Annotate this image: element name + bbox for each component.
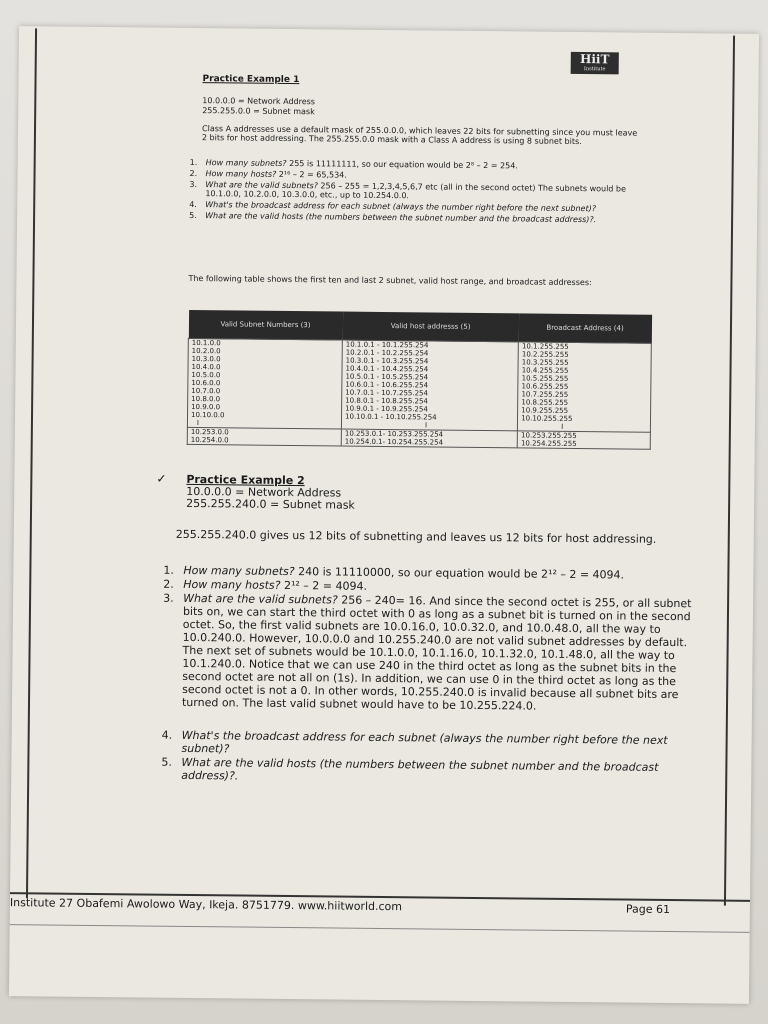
- example1-title: Practice Example 1: [202, 74, 300, 86]
- list-item: 1. How many subnets? 240 is 11110000, so our equation would be 2¹² – 2 = 4094.: [163, 563, 625, 582]
- table-intro: The following table shows the first ten and last 2 subnet, valid host range, and broadcast addresses:: [188, 273, 592, 288]
- check-mark-icon: ✓: [156, 471, 167, 486]
- page-number: Page 61: [625, 902, 671, 917]
- list-item: 4. What's the broadcast address for each subnet (always the number right before the next subnet)?: [189, 199, 597, 214]
- example2-title: Practice Example 2: [186, 472, 305, 488]
- list-item: 5. What are the valid hosts (the numbers between the subnet number and the broadcast address)?.: [189, 210, 597, 225]
- list-item: 3. What are the valid subnets? 256 – 255 = 1,2,3,4,5,6,7 etc (all in the second octet) The subnets would be 10.1.0.0, 10.2.0.0, 10.3.0.0, etc., up to 10.254.0.0.: [189, 179, 626, 201]
- footer-address: Institute 27 Obafemi Awolowo Way, Ikeja. 8751779. www.hiitworld.com: [9, 896, 403, 914]
- broadcast-cell: 10.253.255.255 10.254.255.255: [517, 431, 650, 449]
- example2-header: [186, 474, 355, 512]
- list-item: 4. What's the broadcast address for each subnet (always the number right before the next subnet)?: [161, 728, 668, 756]
- hosts-cell: 10.1.0.1 - 10.1.255.254 10.2.0.1 - 10.2.255.254 10.3.0.1 - 10.3.255.254 10.4.0.1 - 10.4.255.254 10.5.0.1 - 10.5.255.254 10.6.0.1 - 10.6.255.254 10.7.0.1 - 10.7.255.254 10.8.0.1 - 10.8.255.254 10.9.0.1 - 10.9.255.254 10.10.0.1 - 10.10.255.254 I: [341, 340, 518, 431]
- list-item: 2. How many hosts? 2¹⁶ – 2 = 65,534.: [189, 168, 347, 180]
- example1-questions: [189, 158, 650, 227]
- subnet-table: [187, 310, 652, 450]
- col-header-broadcast: Broadcast Address (4): [519, 313, 652, 343]
- subnets-cell: 10.253.0.0 10.254.0.0: [187, 427, 341, 446]
- example2-intro: 255.255.240.0 gives us 12 bits of subnetting and leaves us 12 bits for host addressing.: [175, 527, 657, 546]
- table-row: [187, 338, 651, 432]
- list-item: 3. What are the valid subnets? 256 – 240= 16. And since the second octet is 255, or all subnet bits on, we can start the third octet with 0 as long as a subnet bit is turned on in the second octet. So, the first valid subnets are 10.0.16.0, 10.0.32.0, and 10.0.48.0, all the way to 10.0.240.0. However, 10.0.0.0 and 10.255.240.0 are not valid subnet addresses by default. The next set of subnets would be 10.1.0.0, 10.1.16.0, 10.1.32.0, 10.1.48.0, all the way to 10.1.240.0. Notice that we can use 240 in the third octet as long as the subnet bits in the second octet are not all on (1s). In addition, we can use 0 in the third octet as long as the second octet is not a 0. In other words, 10.255.240.0 is invalid because all subnet bits are turned on. The last valid subnet would have to be 10.255.224.0.: [163, 591, 692, 713]
- example2-mask: 255.255.240.0 = Subnet mask: [186, 496, 355, 512]
- example1-intro: Class A addresses use a default mask of 255.0.0.0, which leaves 22 bits for subnetting since you must leave 2 bits for host addressing. The 255.255.0.0 mask with a Class A address is using 8 subnet bits.: [201, 124, 638, 147]
- hosts-cell: 10.253.0.1- 10.253.255.254 10.254.0.1- 10.254.255.254: [341, 429, 517, 448]
- logo-text: HiiT: [580, 52, 610, 67]
- list-item: 1. How many subnets? 255 is 11111111, so our equation would be 2⁸ – 2 = 254.: [189, 157, 518, 171]
- hiit-logo: [571, 52, 619, 75]
- page-bottom-divider: [10, 924, 750, 933]
- col-header-hosts: Valid host addresss (5): [342, 312, 518, 342]
- document-page: [9, 26, 759, 1004]
- logo-subtext: Institute: [583, 66, 606, 73]
- example2-network: 10.0.0.0 = Network Address: [186, 484, 342, 500]
- broadcast-cell: 10.1.255.255 10.2.255.255 10.3.255.255 10.4.255.255 10.5.255.255 10.6.255.255 10.7.255.255 10.8.255.255 10.9.255.255 10.10.255.255 I: [518, 342, 652, 432]
- example2-questions: [161, 564, 703, 789]
- subnets-cell: 10.1.0.0 10.2.0.0 10.3.0.0 10.4.0.0 10.5.0.0 10.6.0.0 10.7.0.0 10.8.0.0 10.9.0.0 10.10.0.0 I: [187, 338, 342, 429]
- example1-network: 10.0.0.0 = Network Address: [202, 96, 316, 107]
- col-header-subnets: Valid Subnet Numbers (3): [188, 310, 342, 340]
- example1-mask: 255.255.0.0 = Subnet mask: [202, 106, 315, 117]
- list-item: 5. What are the valid hosts (the numbers between the subnet number and the broadcast address)?.: [161, 755, 659, 783]
- list-item: 2. How many hosts? 2¹² – 2 = 4094.: [163, 577, 368, 593]
